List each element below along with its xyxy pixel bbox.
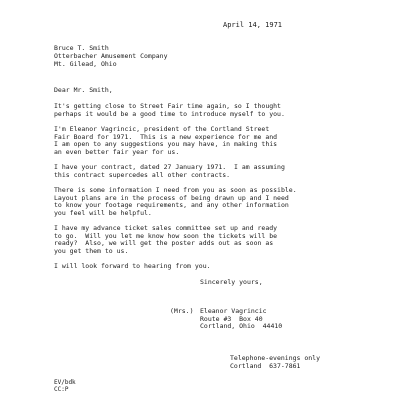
signature-name: Eleanor Vagrincic xyxy=(200,307,267,315)
signature-street: Route #3 Box 40 xyxy=(200,314,263,323)
typist-initials: EV/bdk xyxy=(54,379,76,386)
paragraph-line: ready? Also, we will get the poster adds out as soon as xyxy=(54,239,274,247)
paragraph-line: I have my advance ticket sales committee set up and ready xyxy=(54,224,278,232)
paragraph-line: I'm Eleanor Vagrincic, president of the Cortland Street xyxy=(54,125,270,133)
paragraph-line: Fair Board for 1971. This is a new experience for me and xyxy=(54,132,278,141)
signature-city: Cortland, Ohio 44410 xyxy=(200,322,283,330)
recipient-name: Bruce T. Smith xyxy=(54,44,109,52)
telephone-label: Telephone-evenings only xyxy=(230,354,321,362)
letter-date: April 14, 1971 xyxy=(223,21,283,29)
paragraph-line: perhaps it would be a good time to introduce myself to you. xyxy=(54,109,285,118)
salutation: Dear Mr. Smith, xyxy=(54,86,113,94)
paragraph-line: I have your contract, dated 27 January 1971. I am assuming xyxy=(54,163,285,171)
telephone-number: Cortland 637-7861 xyxy=(230,361,301,370)
paragraph-line: to go. Will you let me know how soon the tickets will be xyxy=(54,231,278,240)
telephone-block xyxy=(230,355,320,370)
paragraph-line: you get them to us. xyxy=(54,246,129,255)
paragraph-line: you feel will be helpful. xyxy=(54,208,152,217)
recipient-company: Otterbacher Amusement Company xyxy=(54,52,168,60)
paragraph-line: Layout plans are in the process of being drawn up and I need xyxy=(54,193,289,202)
paragraph-1 xyxy=(54,103,285,118)
paragraph-5 xyxy=(54,225,277,255)
paragraph-line: to know your footage requirements, and any other information xyxy=(54,201,289,209)
paragraph-line: this contract supercedes all other contracts. xyxy=(54,170,231,179)
signature-block xyxy=(200,308,282,331)
reference-initials-block xyxy=(54,379,76,393)
paragraph-6 xyxy=(54,263,211,271)
paragraph-line: It's getting close to Street Fair time again, so I thought xyxy=(54,102,281,110)
paragraph-4 xyxy=(54,187,297,217)
paragraph-2 xyxy=(54,126,277,156)
carbon-copy: CC:P xyxy=(54,386,69,393)
paragraph-line: I am open to any suggestions you may have, in making this xyxy=(54,140,278,148)
paragraph-line: There is some information I need from you as soon as possible. xyxy=(54,186,297,194)
paragraph-line: an even better fair year for us. xyxy=(54,147,180,156)
closing: Sincerely yours, xyxy=(200,278,263,286)
paragraph-3 xyxy=(54,164,285,179)
recipient-city: Mt. Gilead, Ohio xyxy=(54,60,117,68)
signature-prefix: (Mrs.) xyxy=(170,307,194,315)
paragraph-line: I will look forward to hearing from you. xyxy=(54,262,211,270)
